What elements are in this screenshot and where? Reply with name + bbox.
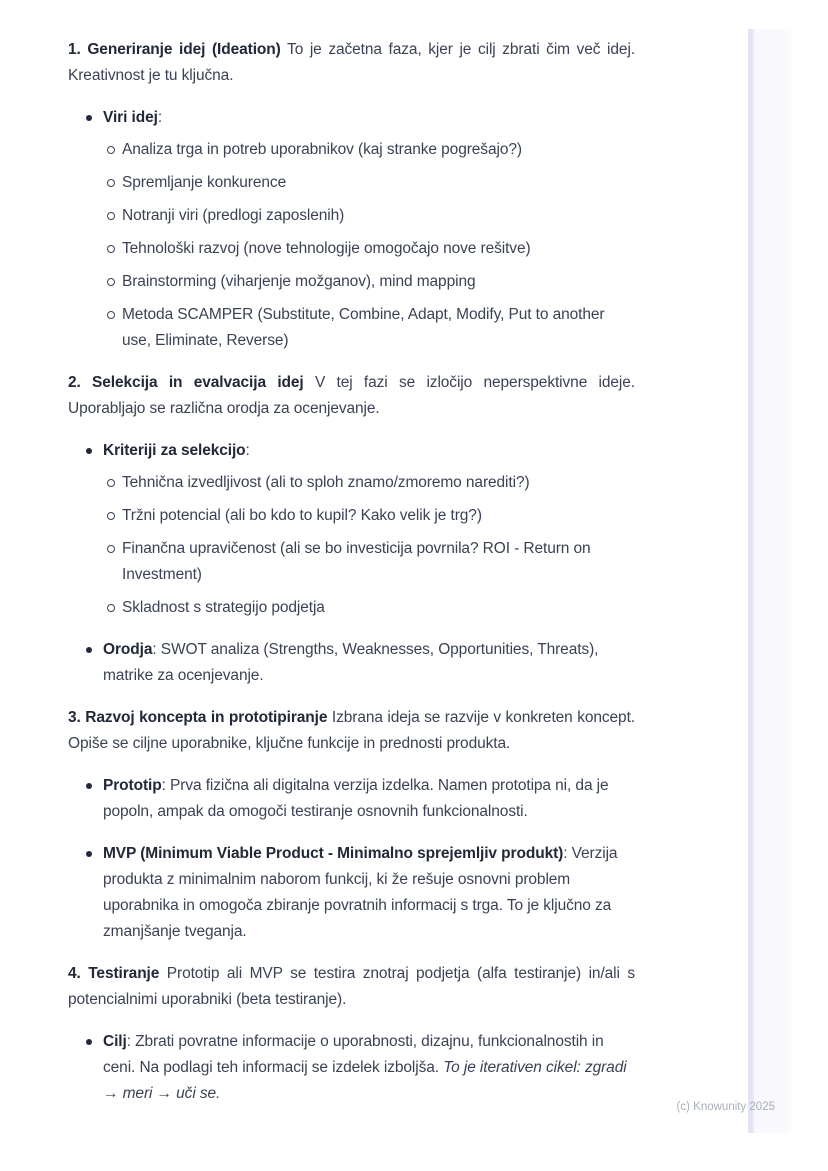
circle-icon <box>107 146 115 154</box>
page-edge-strip <box>748 29 794 1133</box>
item-label: Prototip <box>103 777 162 794</box>
bullet-icon <box>86 851 92 857</box>
heading-bold-text: 2. Selekcija in evalvacija idej <box>68 374 304 391</box>
sub-list-item <box>103 236 635 262</box>
list-item <box>68 773 635 825</box>
bullet-icon <box>86 115 92 121</box>
copyright-footer: (c) Knowunity 2025 <box>676 1101 775 1113</box>
sub-item-text: Tržni potencial (ali bo kdo to kupil? Kako velik je trg?) <box>122 507 482 524</box>
circle-icon <box>107 311 115 319</box>
heading-bold-text: 3. Razvoj koncepta in prototipiranje <box>68 709 328 726</box>
sub-item-text: Spremljanje konkurence <box>122 174 287 191</box>
bullet-list <box>68 1029 635 1107</box>
circle-icon <box>107 245 115 253</box>
list-item <box>68 105 635 354</box>
list-item <box>68 637 635 689</box>
sub-item-text: Tehnološki razvoj (nove tehnologije omogočajo nove rešitve) <box>122 240 531 257</box>
item-text-italic: To je iterativen cikel: zgradi → meri → uči se. <box>103 1059 627 1102</box>
list-item <box>68 1029 635 1107</box>
section-ideation <box>68 37 635 354</box>
bullet-list <box>68 438 635 689</box>
circle-icon <box>107 604 115 612</box>
item-text: : Prva fizična ali digitalna verzija izdelka. Namen prototipa ni, da je popoln, ampak da omogoči testiranje osnovnih funkcionalnosti. <box>103 777 609 820</box>
heading-body-text: Izbrana ideja se razvije v konkreten koncept. Opiše se ciljne uporabnike, ključne funkcije in prednosti produkta. <box>68 709 635 752</box>
sub-list-item <box>103 137 635 163</box>
sub-list-item <box>103 503 635 529</box>
bullet-icon <box>86 783 92 789</box>
circle-icon <box>107 512 115 520</box>
sub-list-item <box>103 269 635 295</box>
sub-item-text: Finančna upravičenost (ali se bo investicija povrnila? ROI - Return on Investment) <box>122 540 591 583</box>
item-text: : SWOT analiza (Strengths, Weaknesses, Opportunities, Threats), matrike za ocenjevanje. <box>103 641 599 684</box>
bullet-icon <box>86 647 92 653</box>
sub-item-text: Brainstorming (viharjenje možganov), mind mapping <box>122 273 476 290</box>
sub-bullet-list <box>103 470 635 621</box>
heading-body-text: Prototip ali MVP se testira znotraj podjetja (alfa testiranje) in/ali s potencialnimi uporabniki (beta testiranje). <box>68 965 635 1008</box>
bullet-icon <box>86 1039 92 1045</box>
item-text: : <box>157 109 163 126</box>
section-selection <box>68 370 635 689</box>
section-heading-paragraph <box>68 370 635 422</box>
item-text: : Verzija produkta z minimalnim naborom funkcij, ki že rešuje osnovni problem uporabnika in omogoča zbiranje povratnih informacij s trga. To je ključno za zmanjšanje tveganja. <box>103 845 618 940</box>
sub-item-text: Skladnost s strategijo podjetja <box>122 599 325 616</box>
section-heading-paragraph <box>68 705 635 757</box>
sub-list-item <box>103 170 635 196</box>
circle-icon <box>107 278 115 286</box>
item-label: MVP (Minimum Viable Product - Minimalno sprejemljiv produkt) <box>103 845 564 862</box>
sub-list-item <box>103 595 635 621</box>
bullet-list <box>68 773 635 945</box>
bullet-icon <box>86 448 92 454</box>
item-label: Viri idej <box>103 109 158 126</box>
item-text: : <box>245 442 250 459</box>
circle-icon <box>107 479 115 487</box>
heading-bold-text: 1. Generiranje idej (Ideation) <box>68 41 281 58</box>
bullet-list <box>68 105 635 354</box>
circle-icon <box>107 545 115 553</box>
heading-bold-text: 4. Testiranje <box>68 965 160 982</box>
sub-item-text: Tehnična izvedljivost (ali to sploh znamo/zmoremo narediti?) <box>122 474 530 491</box>
heading-body-text: V tej fazi se izločijo neperspektivne ideje. Uporabljajo se različna orodja za ocenjevanje. <box>68 374 635 417</box>
sub-item-text: Notranji viri (predlogi zaposlenih) <box>122 207 345 224</box>
section-testing <box>68 961 635 1107</box>
sub-list-item <box>103 203 635 229</box>
item-label: Orodja <box>103 641 153 658</box>
list-item <box>68 438 635 621</box>
section-heading-paragraph <box>68 37 635 89</box>
section-concept <box>68 705 635 945</box>
sub-bullet-list <box>103 137 635 354</box>
section-heading-paragraph <box>68 961 635 1013</box>
sub-list-item <box>103 536 635 588</box>
item-text: : Zbrati povratne informacije o uporabnosti, dizajnu, funkcionalnostih in ceni. Na podlagi teh informacij se izdelek izboljša. <box>103 1033 604 1076</box>
sub-list-item <box>103 470 635 496</box>
sub-item-text: Metoda SCAMPER (Substitute, Combine, Adapt, Modify, Put to another use, Eliminate, Reverse) <box>122 306 605 349</box>
item-label: Kriteriji za selekcijo <box>103 442 246 459</box>
item-label: Cilj <box>103 1033 127 1050</box>
circle-icon <box>107 179 115 187</box>
page-content <box>68 37 635 1123</box>
circle-icon <box>107 212 115 220</box>
list-item <box>68 841 635 945</box>
heading-body-text: To je začetna faza, kjer je cilj zbrati čim več idej. Kreativnost je tu ključna. <box>68 41 635 84</box>
sub-list-item <box>103 302 635 354</box>
sub-item-text: Analiza trga in potreb uporabnikov (kaj stranke pogrešajo?) <box>122 141 522 158</box>
